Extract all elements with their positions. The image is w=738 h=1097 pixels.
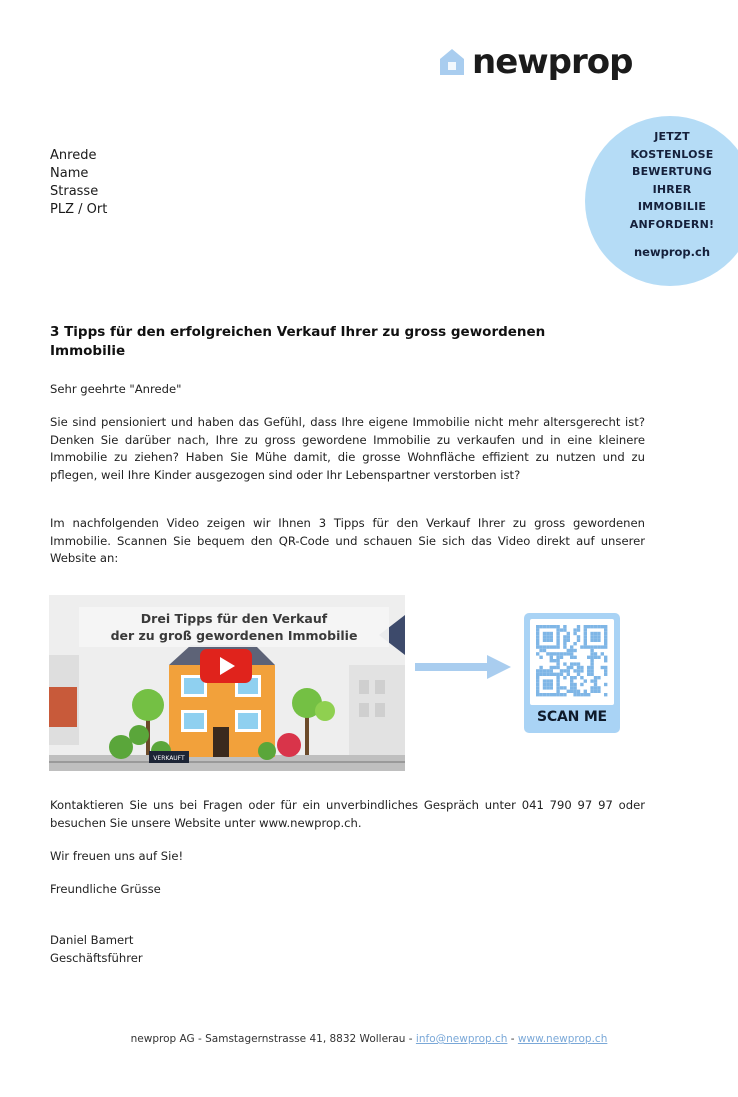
contact-paragraph: Kontaktieren Sie uns bei Fragen oder für ein unverbindliches Gespräch unter 041 790 97 97 oder besuchen Sie unsere Website unter www.newprop.ch.	[50, 798, 645, 830]
qr-code-icon	[530, 619, 614, 705]
letter-salutation: Sehr geehrte "Anrede"	[50, 382, 182, 396]
badge-text	[585, 128, 738, 233]
badge-line: IMMOBILIE	[637, 200, 707, 213]
address-name: Name	[50, 166, 89, 181]
regards-line: Freundliche Grüsse	[50, 882, 161, 896]
signer-title: Geschäftsführer	[50, 950, 143, 965]
video-title-line-2: der zu groß gewordenen Immobilie	[110, 628, 358, 643]
qr-code-area	[530, 619, 614, 705]
sold-sign-text: VERKAUFT	[153, 755, 185, 762]
footer-separator: -	[507, 1033, 518, 1045]
badge-url: newprop.ch	[633, 245, 711, 259]
address-city: PLZ / Ort	[50, 202, 108, 217]
logo-text: newprop	[472, 42, 633, 82]
closing-line: Wir freuen uns auf Sie!	[50, 849, 184, 863]
signature-block	[50, 932, 645, 967]
play-button-icon[interactable]	[200, 649, 252, 683]
video-thumbnail[interactable]	[49, 595, 405, 771]
footer-website-link[interactable]: www.newprop.ch	[517, 1033, 608, 1045]
footer-company: newprop AG - Samstagernstrasse 41, 8832 Wollerau -	[130, 1033, 416, 1045]
newprop-logo	[438, 40, 632, 84]
badge-line: JETZT	[654, 130, 690, 143]
house-logo-icon	[438, 47, 466, 77]
letter-paragraph-2: Im nachfolgenden Video zeigen wir Ihnen 3 Tipps für den Verkauf Ihrer zu gross gewordenen Immobilie. Scannen Sie bequem den QR-Code und schauen Sie sich das Video direkt auf unserer Website an:	[50, 516, 645, 565]
qr-code-card[interactable]	[524, 613, 620, 733]
recipient-address	[50, 147, 107, 219]
video-title-line-1: Drei Tipps für den Verkauf	[140, 611, 328, 626]
signer-name: Daniel Bamert	[50, 933, 134, 947]
badge-line: KOSTENLOSE	[630, 147, 714, 161]
valuation-badge	[585, 116, 738, 286]
letter-paragraph-1: Sie sind pensioniert und haben das Gefühl, dass Ihre eigene Immobilie nicht mehr altersgerecht ist? Denken Sie darüber nach, Ihre zu gross gewordene Immobilie zu verkaufen und in eine kleinere Immobilie zu ziehen? Haben Sie Mühe damit, die grosse Wohnfläche effizient zu nutzen und zu pflegen, weil Ihre Kinder ausgezogen sind oder Ihr Lebenspartner verstorben ist?	[50, 415, 645, 482]
qr-scan-label: SCAN ME	[537, 709, 607, 725]
arrow-right-icon	[415, 654, 511, 680]
badge-line: BEWERTUNG	[632, 165, 712, 178]
letter-subject: 3 Tipps für den erfolgreichen Verkauf Ihrer zu gross gewordenen Immobilie	[50, 324, 546, 359]
footer	[0, 1033, 738, 1045]
badge-line: IHRER	[652, 182, 692, 196]
footer-email-link[interactable]: info@newprop.ch	[415, 1033, 508, 1045]
badge-line: ANFORDERN!	[629, 217, 715, 231]
address-salutation: Anrede	[50, 148, 97, 163]
address-street: Strasse	[50, 184, 99, 199]
